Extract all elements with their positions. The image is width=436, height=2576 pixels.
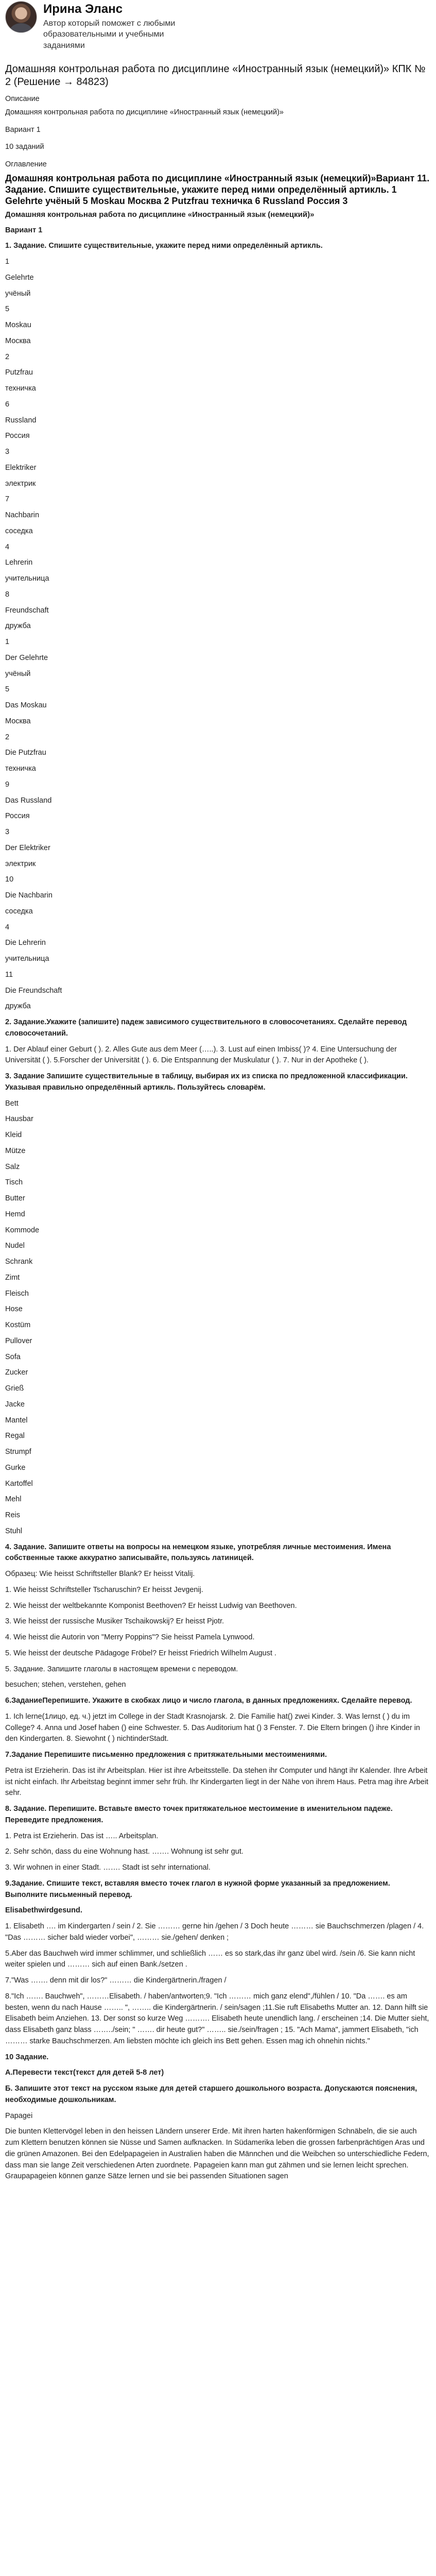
list-item: Zimt — [5, 1273, 20, 1282]
list-item: дружба — [5, 1002, 31, 1011]
list-item: Die Lehrerin — [5, 939, 46, 947]
task9-heading: Elisabethwirdgesund. — [5, 1906, 82, 1915]
task4-question-2: 2. Wie heisst der weltbekannte Komponist Beethoven? Er heisst Ludwig van Beethoven. — [5, 1601, 297, 1610]
description-label: Описание — [5, 95, 40, 103]
list-item: Россия — [5, 432, 30, 440]
list-item: 7 — [5, 495, 10, 504]
list-item: дружба — [5, 622, 31, 631]
list-item: Nachbarin — [5, 511, 40, 520]
task6-title: 6.ЗаданиеПерепишите. Укажите в скобках лицо и число глагола, в данных предложениях. Сделайте перевод. — [5, 1697, 412, 1705]
task5-title: 5. Задание. Запишите глаголы в настоящем времени с переводом. — [5, 1665, 238, 1673]
task6-text: 1. Ich lerne(1лицо, ед. ч.) jetzt im College in der Stadt Krasnojarsk. 2. Die Familie hat() zwei Kinder. 3. Was lernst ( ) du im College? 4. Anna und Josef haben () eine Schwester. 5. Das Auditorium hat () 3 Fenster. 7. Die Eltern bringen () ihre Kinder in den Kindergarten. 8. Siewohnt ( ) nichtinderStadt. — [5, 1712, 420, 1743]
list-item: Hausbar — [5, 1115, 33, 1124]
task10-text: Die bunten Klettervögel leben in den heissen Ländern unserer Erde. Mit ihren harten hakenförmigen Schnäbeln, die sie auch zum Klettern benutzen können sie Nüsse und Samen aufknacken. In Südamerika leben die grossen farbenprächtigen Aras und die grünen Amazonen. Bei den Edelpapageien in Australien haben die Männchen und die Weibchen so unterschiedliche Federn, dass man sie lange Zeit verschiedenen Arten zuordnete. Papageien kann man gut zähmen und sie lernen leicht sprechen. Graupapageien können ganze Sätze lernen und sie bei passenden Situationen sagen — [5, 2127, 429, 2181]
list-item: электрик — [5, 859, 36, 868]
list-item: техничка — [5, 384, 36, 393]
list-item: учёный — [5, 289, 31, 298]
list-item: соседка — [5, 527, 33, 535]
list-item: 10 — [5, 875, 14, 884]
list-item: Die Putzfrau — [5, 749, 46, 757]
list-item: Kostüm — [5, 1321, 31, 1330]
list-item: Stuhl — [5, 1527, 23, 1535]
list-item: Pullover — [5, 1336, 32, 1345]
list-item: Москва — [5, 717, 31, 725]
task4-question-1: 1. Wie heisst Schriftsteller Tscharuschin? Er heisst Jevgenij. — [5, 1585, 203, 1594]
list-item: Sofa — [5, 1352, 21, 1361]
list-item: 11 — [5, 970, 13, 979]
list-item: 8 — [5, 590, 10, 599]
list-item: 5 — [5, 685, 10, 694]
page-title: Домашняя контрольная работа по дисциплине «Иностранный язык (немецкий)» КПК № 2 (Решение → 84823) — [5, 63, 426, 88]
list-item: 1 — [5, 258, 10, 266]
list-item: Salz — [5, 1162, 20, 1171]
list-item: учительница — [5, 574, 49, 583]
task4-question-3: 3. Wie heisst der russische Musiker Tschaikowskij? Er heisst Pjotr. — [5, 1617, 224, 1626]
tasks-count: 10 заданий — [5, 143, 44, 151]
list-item: Jacke — [5, 1400, 25, 1409]
list-item: Gelehrte — [5, 273, 34, 282]
task1-list — [5, 257, 431, 1012]
list-item: Moskau — [5, 321, 31, 330]
list-item: Lehrerin — [5, 558, 33, 567]
list-item: 4 — [5, 543, 10, 551]
task10-title: 10 Задание. — [5, 2053, 49, 2061]
list-item: 3 — [5, 828, 10, 837]
list-item: 3 — [5, 448, 10, 456]
task4-question-5: 5. Wie heisst der deutsche Pädagoge Fröbel? Er heisst Friedrich Wilhelm August . — [5, 1649, 277, 1657]
list-item: электрик — [5, 479, 36, 488]
list-item: Freundschaft — [5, 606, 49, 615]
task7-title: 7.Задание Перепишите письменно предложения с притяжательными местоимениями. — [5, 1751, 327, 1759]
list-item: учёный — [5, 669, 31, 678]
list-item: Strumpf — [5, 1448, 31, 1456]
list-item: Mantel — [5, 1416, 28, 1425]
task10-sub-a: А.Перевести текст(текст для детей 5-8 лет) — [5, 2069, 164, 2077]
task9-paragraph-3: 7."Was ……. denn mit dir los?" ……… die Kindergärtnerin./fragen / — [5, 1976, 226, 1985]
task8-line-2: 2. Sehr schön, dass du eine Wohnung hast. ……. Wohnung ist sehr gut. — [5, 1848, 243, 1856]
list-item: Москва — [5, 336, 31, 345]
list-item: соседка — [5, 907, 33, 916]
task4-question-4: 4. Wie heisst die Autorin von "Merry Poppins"? Sie heisst Pamela Lynwood. — [5, 1633, 255, 1642]
toc-label: Оглавление — [5, 160, 47, 168]
list-item: Elektriker — [5, 463, 37, 472]
list-item: Putzfrau — [5, 368, 33, 377]
author-name[interactable]: Ирина Эланс — [43, 2, 123, 16]
list-item: Россия — [5, 812, 30, 821]
list-item: учительница — [5, 955, 49, 963]
task1-title: 1. Задание. Спишите существительные, укажите перед ними определённый артикль. — [5, 242, 323, 250]
list-item: Russland — [5, 416, 37, 425]
author-info — [43, 1, 182, 51]
task10-word: Papagei — [5, 2111, 33, 2120]
author-header — [5, 0, 431, 63]
list-item: Das Russland — [5, 796, 52, 805]
task9-title: 9.Задание. Спишите текст, вставляя вместо точек глагол в нужной форме указанный за предложением. Выполните письменный перевод. — [5, 1879, 390, 1899]
list-item: Butter — [5, 1194, 25, 1203]
description-text: Домашняя контрольная работа по дисциплине «Иностранный язык (немецкий)» — [5, 108, 284, 116]
list-item: Der Gelehrte — [5, 653, 48, 662]
list-item: 5 — [5, 305, 10, 314]
list-item: Zucker — [5, 1368, 28, 1377]
list-item: Hose — [5, 1305, 23, 1314]
list-item: 4 — [5, 923, 10, 931]
list-item: Tisch — [5, 1178, 23, 1187]
author-avatar[interactable] — [5, 1, 37, 33]
list-item: Kartoffel — [5, 1479, 33, 1488]
list-item: Regal — [5, 1432, 25, 1440]
task9-paragraph-1: 1. Elisabeth …. im Kindergarten / sein / 2. Sie ……… gerne hin /gehen / 3 Doch heute ……… sie Bauchschmerzen /plagen / 4. "Das ……… sicher bald wieder vorbei", ……… sie./gehen/ denken ; — [5, 1922, 424, 1942]
toc-content: Домашняя контрольная работа по дисциплине «Иностранный язык (немецкий)»Вариант 11. Задание. Спишите существительные, укажите перед ними определённый артикль. 1 Gelehrte учёный 5 Moskau Москва 2 Putzfrau техничка 6 Russland Россия 3 — [5, 173, 430, 207]
task3-title: 3. Задание Запишите существительные в таблицу, выбирая их из списка по предложенной классификации. Указывая правильно определённый артикль. Пользуйтесь словарём. — [5, 1072, 408, 1092]
list-item: Reis — [5, 1511, 21, 1520]
list-item: Hemd — [5, 1210, 25, 1218]
task8-line-1: 1. Petra ist Erzieherin. Das ist ….. Arbeitsplan. — [5, 1832, 159, 1840]
list-item: Nudel — [5, 1242, 25, 1250]
task8-title: 8. Задание. Перепишите. Вставьте вместо точек притяжательное местоимение в именительном падеже. Переведите предложения. — [5, 1805, 393, 1824]
list-item: 9 — [5, 780, 10, 789]
list-item: Kleid — [5, 1131, 22, 1140]
task9-paragraph-4: 8."Ich ……. Bauchweh", ………Elisabeth. / haben/antworten;9. "Ich ……… mich ganz elend",/fühlen / 10. "Da ……. es am besten, wenn du nach Hause …….. ", …….. die Kindergärtnerin. / sein/sagen ;11.Sie ruft Elisabeths Mutter an. 12. Dann hilft sie Elisabeth beim Anziehen. 13. Der sonst so kurze Weg ………. Elisabeth heute unendlich lang. / erscheinen ;14. Die Mutter sieht, dass Elisabeth ganz blass ……../sein; " ……. dir heute gut?" …….. sie./sein/fragen ; 15. "Ach Mama", jammert Elisabeth, "ich ……… starke Bauchschmerzen. Am liebsten möchte ich gleich ins Bett gehen. Essen mag ich ohnehin nichts." — [5, 1992, 429, 2045]
list-item: техничка — [5, 765, 36, 773]
task9-paragraph-2: 5.Aber das Bauchweh wird immer schlimmer, und schließlich …… es so stark,das ihr ganz übel wird. /sein /6. Sie kann nicht weiter spielen und ……… sich auf einen Bank./setzen . — [5, 1949, 415, 1969]
task2-text: 1. Der Ablauf einer Geburt ( ). 2. Alles Gute aus dem Meer (…..). 3. Lust auf einen Imbiss( )? 4. Eine Untersuchung der Universität ( ). 5.Forscher der Universität ( ). 6. Die Entspannung der Muskulatur ( ). 7. Nur in der Apotheke ( ). — [5, 1045, 397, 1065]
list-item: Grieß — [5, 1384, 24, 1393]
task5-verbs: besuchen; stehen, verstehen, gehen — [5, 1681, 126, 1689]
list-item: 6 — [5, 400, 10, 409]
list-item: Der Elektriker — [5, 843, 50, 852]
list-item: Fleisch — [5, 1289, 29, 1298]
list-item: Mehl — [5, 1495, 22, 1504]
author-description: Автор который поможет с любыми образовательными и учебными заданиями — [43, 19, 176, 50]
task4-title: 4. Задание. Запишите ответы на вопросы на немецком языке, употребляя личные местоимения. Имена собственные также аккуратно записывайте, пользуясь латиницей. — [5, 1543, 391, 1563]
content-heading: Домашняя контрольная работа по дисциплине «Иностранный язык (немецкий)» — [5, 210, 315, 219]
list-item: 1 — [5, 638, 10, 647]
task2-title: 2. Задание.Укажите (запишите) падеж зависимого существительного в словосочетаниях. Сделайте перевод словосочетаний. — [5, 1018, 407, 1038]
list-item: Bett — [5, 1099, 19, 1108]
variant-heading: Вариант 1 — [5, 226, 43, 234]
task3-word-list — [5, 1098, 431, 1537]
task10-sub-b: Б. Запишите этот текст на русском языке для детей старшего дошкольного возраста. Допускаются пояснения, необходимые дошкольникам. — [5, 2084, 417, 2104]
list-item: 2 — [5, 733, 10, 741]
list-item: Die Nachbarin — [5, 891, 53, 900]
list-item: 2 — [5, 352, 10, 361]
list-item: Das Moskau — [5, 701, 47, 710]
list-item: Mütze — [5, 1146, 26, 1155]
task7-text: Petra ist Erzieherin. Das ist ihr Arbeitsplan. Hier ist ihre Arbeitsstelle. Da stehen ihr Computer und hängt ihr Kalender. Ihre Arbeit ist nicht einfach. Ihr Arbeitstag beginnt immer sehr früh. Ihr Kindergarten liegt in der Nähe von ihrem Haus. Petra mag ihre Arbeit sehr. — [5, 1766, 429, 1798]
list-item: Kommode — [5, 1226, 40, 1234]
list-item: Schrank — [5, 1258, 33, 1266]
task8-line-3: 3. Wir wohnen in einer Stadt. ……. Stadt ist sehr international. — [5, 1863, 211, 1872]
list-item: Gurke — [5, 1463, 26, 1472]
task4-example: Образец: Wie heisst Schriftsteller Blank? Er heisst Vitalij. — [5, 1570, 195, 1579]
variant-label: Вариант 1 — [5, 125, 41, 134]
list-item: Die Freundschaft — [5, 986, 62, 995]
